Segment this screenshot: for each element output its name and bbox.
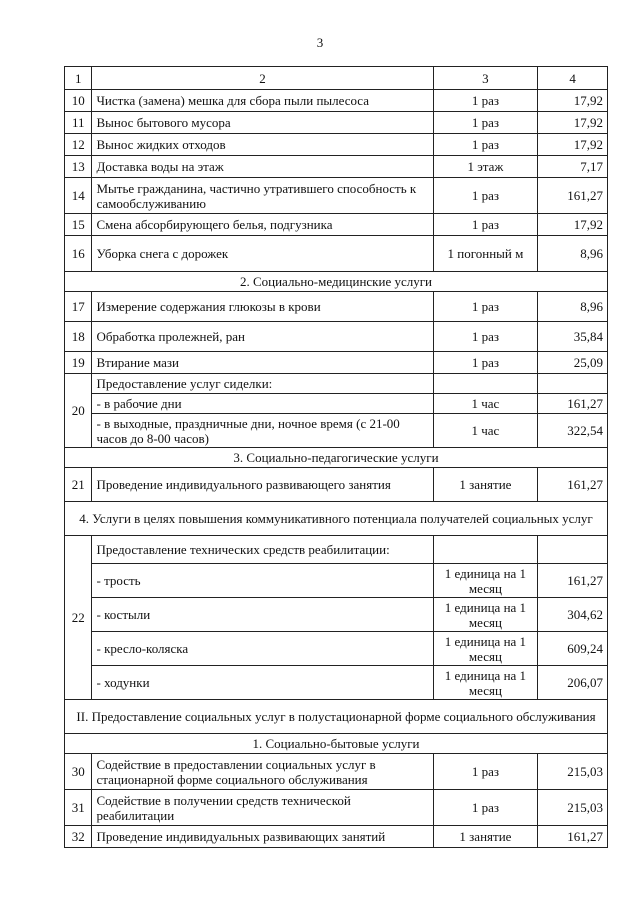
unit-of-measure: 1 этаж <box>433 156 538 178</box>
service-name: - ходунки <box>92 666 433 700</box>
row-number: 15 <box>65 214 92 236</box>
service-name: Смена абсорбирующего белья, подгузника <box>92 214 433 236</box>
table-row <box>65 236 608 272</box>
service-name: Обработка пролежней, ран <box>92 322 433 352</box>
header-col-4: 4 <box>538 67 608 90</box>
table-subrow <box>65 394 608 414</box>
service-price <box>538 374 608 394</box>
service-name: - трость <box>92 564 433 598</box>
service-name: Проведение индивидуальных развивающих занятий <box>92 826 433 848</box>
section-heading: 2. Социально-медицинские услуги <box>65 272 608 292</box>
unit-of-measure: 1 раз <box>433 214 538 236</box>
section-heading-row <box>65 734 608 754</box>
section-heading: 4. Услуги в целях повышения коммуникативного потенциала получателей социальных услуг <box>65 502 608 536</box>
table-row <box>65 352 608 374</box>
unit-of-measure: 1 раз <box>433 790 538 826</box>
section-heading-row <box>65 502 608 536</box>
service-price: 8,96 <box>538 236 608 272</box>
service-price: 35,84 <box>538 322 608 352</box>
service-name: Вынос жидких отходов <box>92 134 433 156</box>
service-name: - кресло-коляска <box>92 632 433 666</box>
row-number: 11 <box>65 112 92 134</box>
row-number: 14 <box>65 178 92 214</box>
service-price: 161,27 <box>538 178 608 214</box>
service-name: Содействие в получении средств технической реабилитации <box>92 790 433 826</box>
section-heading-row <box>65 272 608 292</box>
table-row <box>65 156 608 178</box>
header-col-3: 3 <box>433 67 538 90</box>
service-price: 215,03 <box>538 754 608 790</box>
service-price: 161,27 <box>538 394 608 414</box>
section-heading: 1. Социально-бытовые услуги <box>65 734 608 754</box>
unit-of-measure: 1 единица на 1 месяц <box>433 632 538 666</box>
row-number: 12 <box>65 134 92 156</box>
service-name: Измерение содержания глюкозы в крови <box>92 292 433 322</box>
table-row <box>65 112 608 134</box>
table-row <box>65 90 608 112</box>
row-number: 10 <box>65 90 92 112</box>
table-row <box>65 134 608 156</box>
unit-of-measure: 1 занятие <box>433 826 538 848</box>
services-price-table <box>64 66 608 848</box>
service-name: Чистка (замена) мешка для сбора пыли пылесоса <box>92 90 433 112</box>
service-price: 206,07 <box>538 666 608 700</box>
unit-of-measure <box>433 374 538 394</box>
service-price: 17,92 <box>538 134 608 156</box>
service-name: Предоставление услуг сиделки: <box>92 374 433 394</box>
table-row <box>65 826 608 848</box>
row-number: 20 <box>65 374 92 448</box>
unit-of-measure: 1 раз <box>433 322 538 352</box>
table-row <box>65 374 608 394</box>
row-number: 13 <box>65 156 92 178</box>
table-header-row <box>65 67 608 90</box>
table-row <box>65 214 608 236</box>
unit-of-measure <box>433 536 538 564</box>
unit-of-measure: 1 раз <box>433 178 538 214</box>
service-price: 304,62 <box>538 598 608 632</box>
service-price: 215,03 <box>538 790 608 826</box>
service-price: 25,09 <box>538 352 608 374</box>
section-heading: II. Предоставление социальных услуг в полустационарной форме социального обслуживания <box>65 700 608 734</box>
service-price: 17,92 <box>538 214 608 236</box>
service-price: 161,27 <box>538 468 608 502</box>
service-name: Проведение индивидуального развивающего занятия <box>92 468 433 502</box>
unit-of-measure: 1 час <box>433 414 538 448</box>
table-row <box>65 292 608 322</box>
service-name: Предоставление технических средств реабилитации: <box>92 536 433 564</box>
table-row <box>65 790 608 826</box>
unit-of-measure: 1 единица на 1 месяц <box>433 564 538 598</box>
service-price: 8,96 <box>538 292 608 322</box>
unit-of-measure: 1 погонный м <box>433 236 538 272</box>
service-price: 17,92 <box>538 112 608 134</box>
row-number: 31 <box>65 790 92 826</box>
service-price: 322,54 <box>538 414 608 448</box>
table-subrow <box>65 598 608 632</box>
section-heading: 3. Социально-педагогические услуги <box>65 448 608 468</box>
unit-of-measure: 1 раз <box>433 754 538 790</box>
unit-of-measure: 1 единица на 1 месяц <box>433 666 538 700</box>
table-row <box>65 468 608 502</box>
unit-of-measure: 1 раз <box>433 292 538 322</box>
table-subrow <box>65 414 608 448</box>
row-number: 16 <box>65 236 92 272</box>
unit-of-measure: 1 занятие <box>433 468 538 502</box>
service-price <box>538 536 608 564</box>
table-row <box>65 754 608 790</box>
header-col-2: 2 <box>92 67 433 90</box>
table-subrow <box>65 632 608 666</box>
service-price: 609,24 <box>538 632 608 666</box>
service-name: - в рабочие дни <box>92 394 433 414</box>
unit-of-measure: 1 единица на 1 месяц <box>433 598 538 632</box>
service-name: Втирание мази <box>92 352 433 374</box>
service-name: - в выходные, праздничные дни, ночное время (с 21-00 часов до 8-00 часов) <box>92 414 433 448</box>
row-number: 18 <box>65 322 92 352</box>
service-name: Уборка снега с дорожек <box>92 236 433 272</box>
service-name: Вынос бытового мусора <box>92 112 433 134</box>
service-name: Содействие в предоставлении социальных услуг в стационарной форме социального обслуживания <box>92 754 433 790</box>
unit-of-measure: 1 раз <box>433 352 538 374</box>
row-number: 21 <box>65 468 92 502</box>
page-number: 3 <box>316 35 324 50</box>
table-row <box>65 178 608 214</box>
service-name: Мытье гражданина, частично утратившего способность к самообслуживанию <box>92 178 433 214</box>
table-subrow <box>65 666 608 700</box>
service-name: - костыли <box>92 598 433 632</box>
row-number: 17 <box>65 292 92 322</box>
row-number: 32 <box>65 826 92 848</box>
table-row <box>65 322 608 352</box>
section-heading-row <box>65 700 608 734</box>
row-number: 30 <box>65 754 92 790</box>
service-price: 161,27 <box>538 826 608 848</box>
section-heading-row <box>65 448 608 468</box>
service-price: 7,17 <box>538 156 608 178</box>
service-name: Доставка воды на этаж <box>92 156 433 178</box>
table-subrow <box>65 564 608 598</box>
unit-of-measure: 1 раз <box>433 134 538 156</box>
unit-of-measure: 1 час <box>433 394 538 414</box>
row-number: 19 <box>65 352 92 374</box>
row-number: 22 <box>65 536 92 700</box>
unit-of-measure: 1 раз <box>433 90 538 112</box>
unit-of-measure: 1 раз <box>433 112 538 134</box>
service-price: 17,92 <box>538 90 608 112</box>
header-col-1: 1 <box>65 67 92 90</box>
table-row <box>65 536 608 564</box>
service-price: 161,27 <box>538 564 608 598</box>
